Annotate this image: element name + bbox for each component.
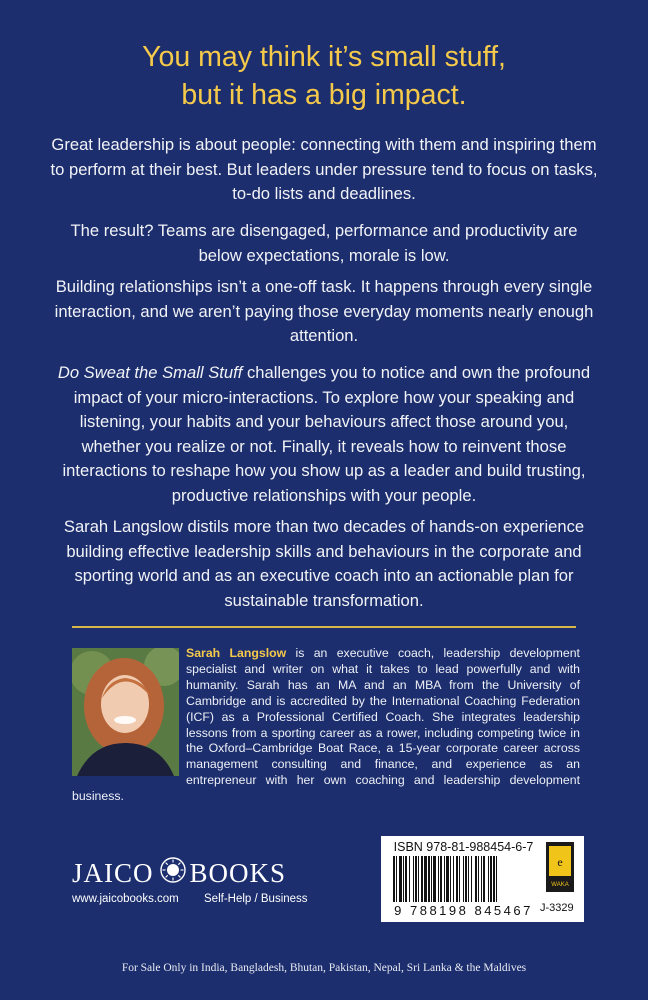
publisher-logo	[72, 857, 286, 890]
publisher-name-left: JAICO	[72, 858, 154, 888]
catalog-code: J-3329	[540, 902, 574, 914]
author-bio-text: is an executive coach, leadership development specialist and writer on what it takes to lead powerfully and with humanity. Sarah has an MA and an MBA from the University of Cambridge and is accredited by the International Coaching Federation (ICF) as a Professional Certified Coach. She integrates leadership lessons from a sporting career as a rower, including competing twice in the Oxford–Cambridge Boat Race, a 15-year corporate career across management consulting and finance, and experience as an entrepreneur with her own coaching and leadership development business.	[72, 646, 580, 804]
sun-seal-icon	[160, 857, 186, 890]
waka-logo-icon	[546, 842, 574, 892]
sale-territory-note: For Sale Only in India, Bangladesh, Bhutan, Pakistan, Nepal, Sri Lanka & the Maldives	[121, 962, 527, 974]
svg-text:e: e	[557, 855, 563, 869]
divider-rule	[72, 626, 576, 628]
barcode-icon	[393, 856, 538, 904]
paragraph-2: The result? Teams are disengaged, performance and productivity are below expectations, morale is low.	[70, 221, 578, 265]
paragraph-1: Great leadership is about people: connecting with them and inspiring them to perform at their best. But leaders under pressure tend to focus on tasks, to-do lists and deadlines.	[50, 135, 598, 203]
paragraph-3: Building relationships isn’t a one-off task. It happens through every single interaction, and we aren’t paying those everyday moments nearly enough attention.	[54, 277, 594, 345]
publisher-name-right: BOOKS	[189, 858, 287, 888]
author-bio	[72, 646, 580, 805]
headline-line-2: but it has a big impact.	[181, 79, 467, 111]
paragraph-4-text: challenges you to notice and own the profound impact of your micro-interactions. To explore how your speaking and listening, your habits and your behaviours affect those around you, whether you realize or not. Finally, it reveals how to reinvent those interactions to reshape how you show up as a leader and build trusting, productive relationships with your people.	[62, 363, 591, 505]
paragraph-4	[50, 361, 598, 508]
barcode-panel	[381, 836, 584, 922]
headline-line-1: You may think it’s small stuff,	[142, 41, 506, 73]
author-name: Sarah Langslow	[186, 646, 287, 660]
book-category: Self-Help / Business	[204, 893, 308, 905]
publisher-url: www.jaicobooks.com	[72, 893, 179, 905]
isbn-label: ISBN 978-81-988454-6-7	[393, 840, 534, 854]
svg-text:WAKA: WAKA	[551, 882, 569, 888]
paragraph-5: Sarah Langslow distils more than two decades of hands-on experience building effective leadership skills and behaviours in the corporate and sporting world and as an executive coach into an actionable plan for sustainable transformation.	[63, 517, 585, 610]
book-title: Do Sweat the Small Stuff	[57, 363, 243, 382]
barcode-digits: 9 788198 845467	[394, 903, 533, 918]
headline	[0, 38, 648, 114]
